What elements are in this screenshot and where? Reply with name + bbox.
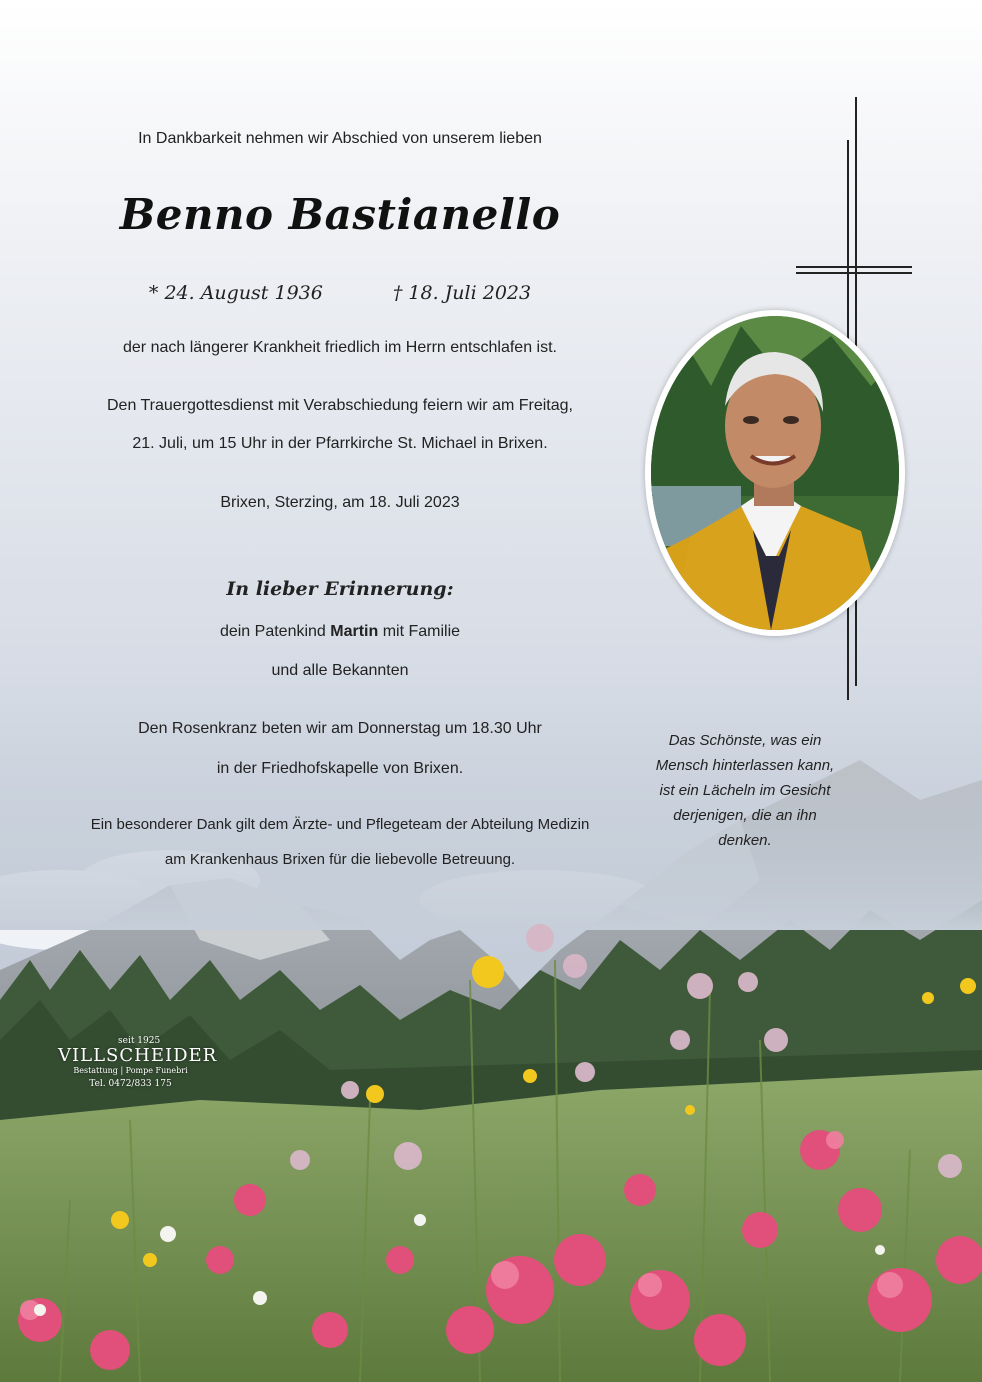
funeral-home-logo [58,1036,218,1089]
rosary-text-2: in der Friedhofskapelle von Brixen. [216,760,464,777]
mourner-post: mit Familie [378,623,461,640]
brand-subtitle: Bestattung | Pompe Funebri [73,1066,188,1075]
death-date: † 18. Juli 2023 [392,282,532,304]
thanks-text-2: am Krankenhaus Brixen für die liebevolle Betreuung. [164,851,516,868]
portrait-photo [651,316,899,630]
service-text-1: Den Trauergottesdienst mit Verabschiedung feiern wir am Freitag, [106,397,573,414]
place-date: Brixen, Sterzing, am 18. Juli 2023 [220,494,460,511]
quote-line: Das Schönste, was ein [668,732,822,749]
deceased-name: Benno Bastianello [119,190,561,239]
quote-line: derjenigen, die an ihn [673,807,817,824]
mourner-line-1 [30,623,650,641]
brand-name: VILLSCHEIDER [58,1045,218,1066]
memory-title: In lieber Erinnerung: [226,578,454,600]
mourner-pre: dein Patenkind [219,623,331,640]
service-text-2: 21. Juli, um 15 Uhr in der Pfarrkirche St. Michael in Brixen. [132,435,548,452]
mourner-line-2: und alle Bekannten [271,662,409,679]
memorial-quote [650,728,840,853]
brand-phone: Tel. 0472/833 175 [89,1079,172,1089]
intro-text: In Dankbarkeit nehmen wir Abschied von unserem lieben [138,130,542,147]
quote-line: ist ein Lächeln im Gesicht [659,782,831,799]
mourner-name: Martin [330,623,379,640]
portrait-frame [645,310,905,636]
rosary-text-1: Den Rosenkranz beten wir am Donnerstag um 18.30 Uhr [138,720,542,737]
quote-line: denken. [718,832,772,849]
quote-line: Mensch hinterlassen kann, [655,757,835,774]
passing-text: der nach längerer Krankheit friedlich im Herrn entschlafen ist. [123,339,557,356]
life-dates [30,282,650,304]
brand-since: seit 1925 [118,1036,161,1046]
birth-date: * 24. August 1936 [148,282,323,304]
thanks-text-1: Ein besonderer Dank gilt dem Ärzte- und Pflegeteam der Abteilung Medizin [90,816,590,833]
